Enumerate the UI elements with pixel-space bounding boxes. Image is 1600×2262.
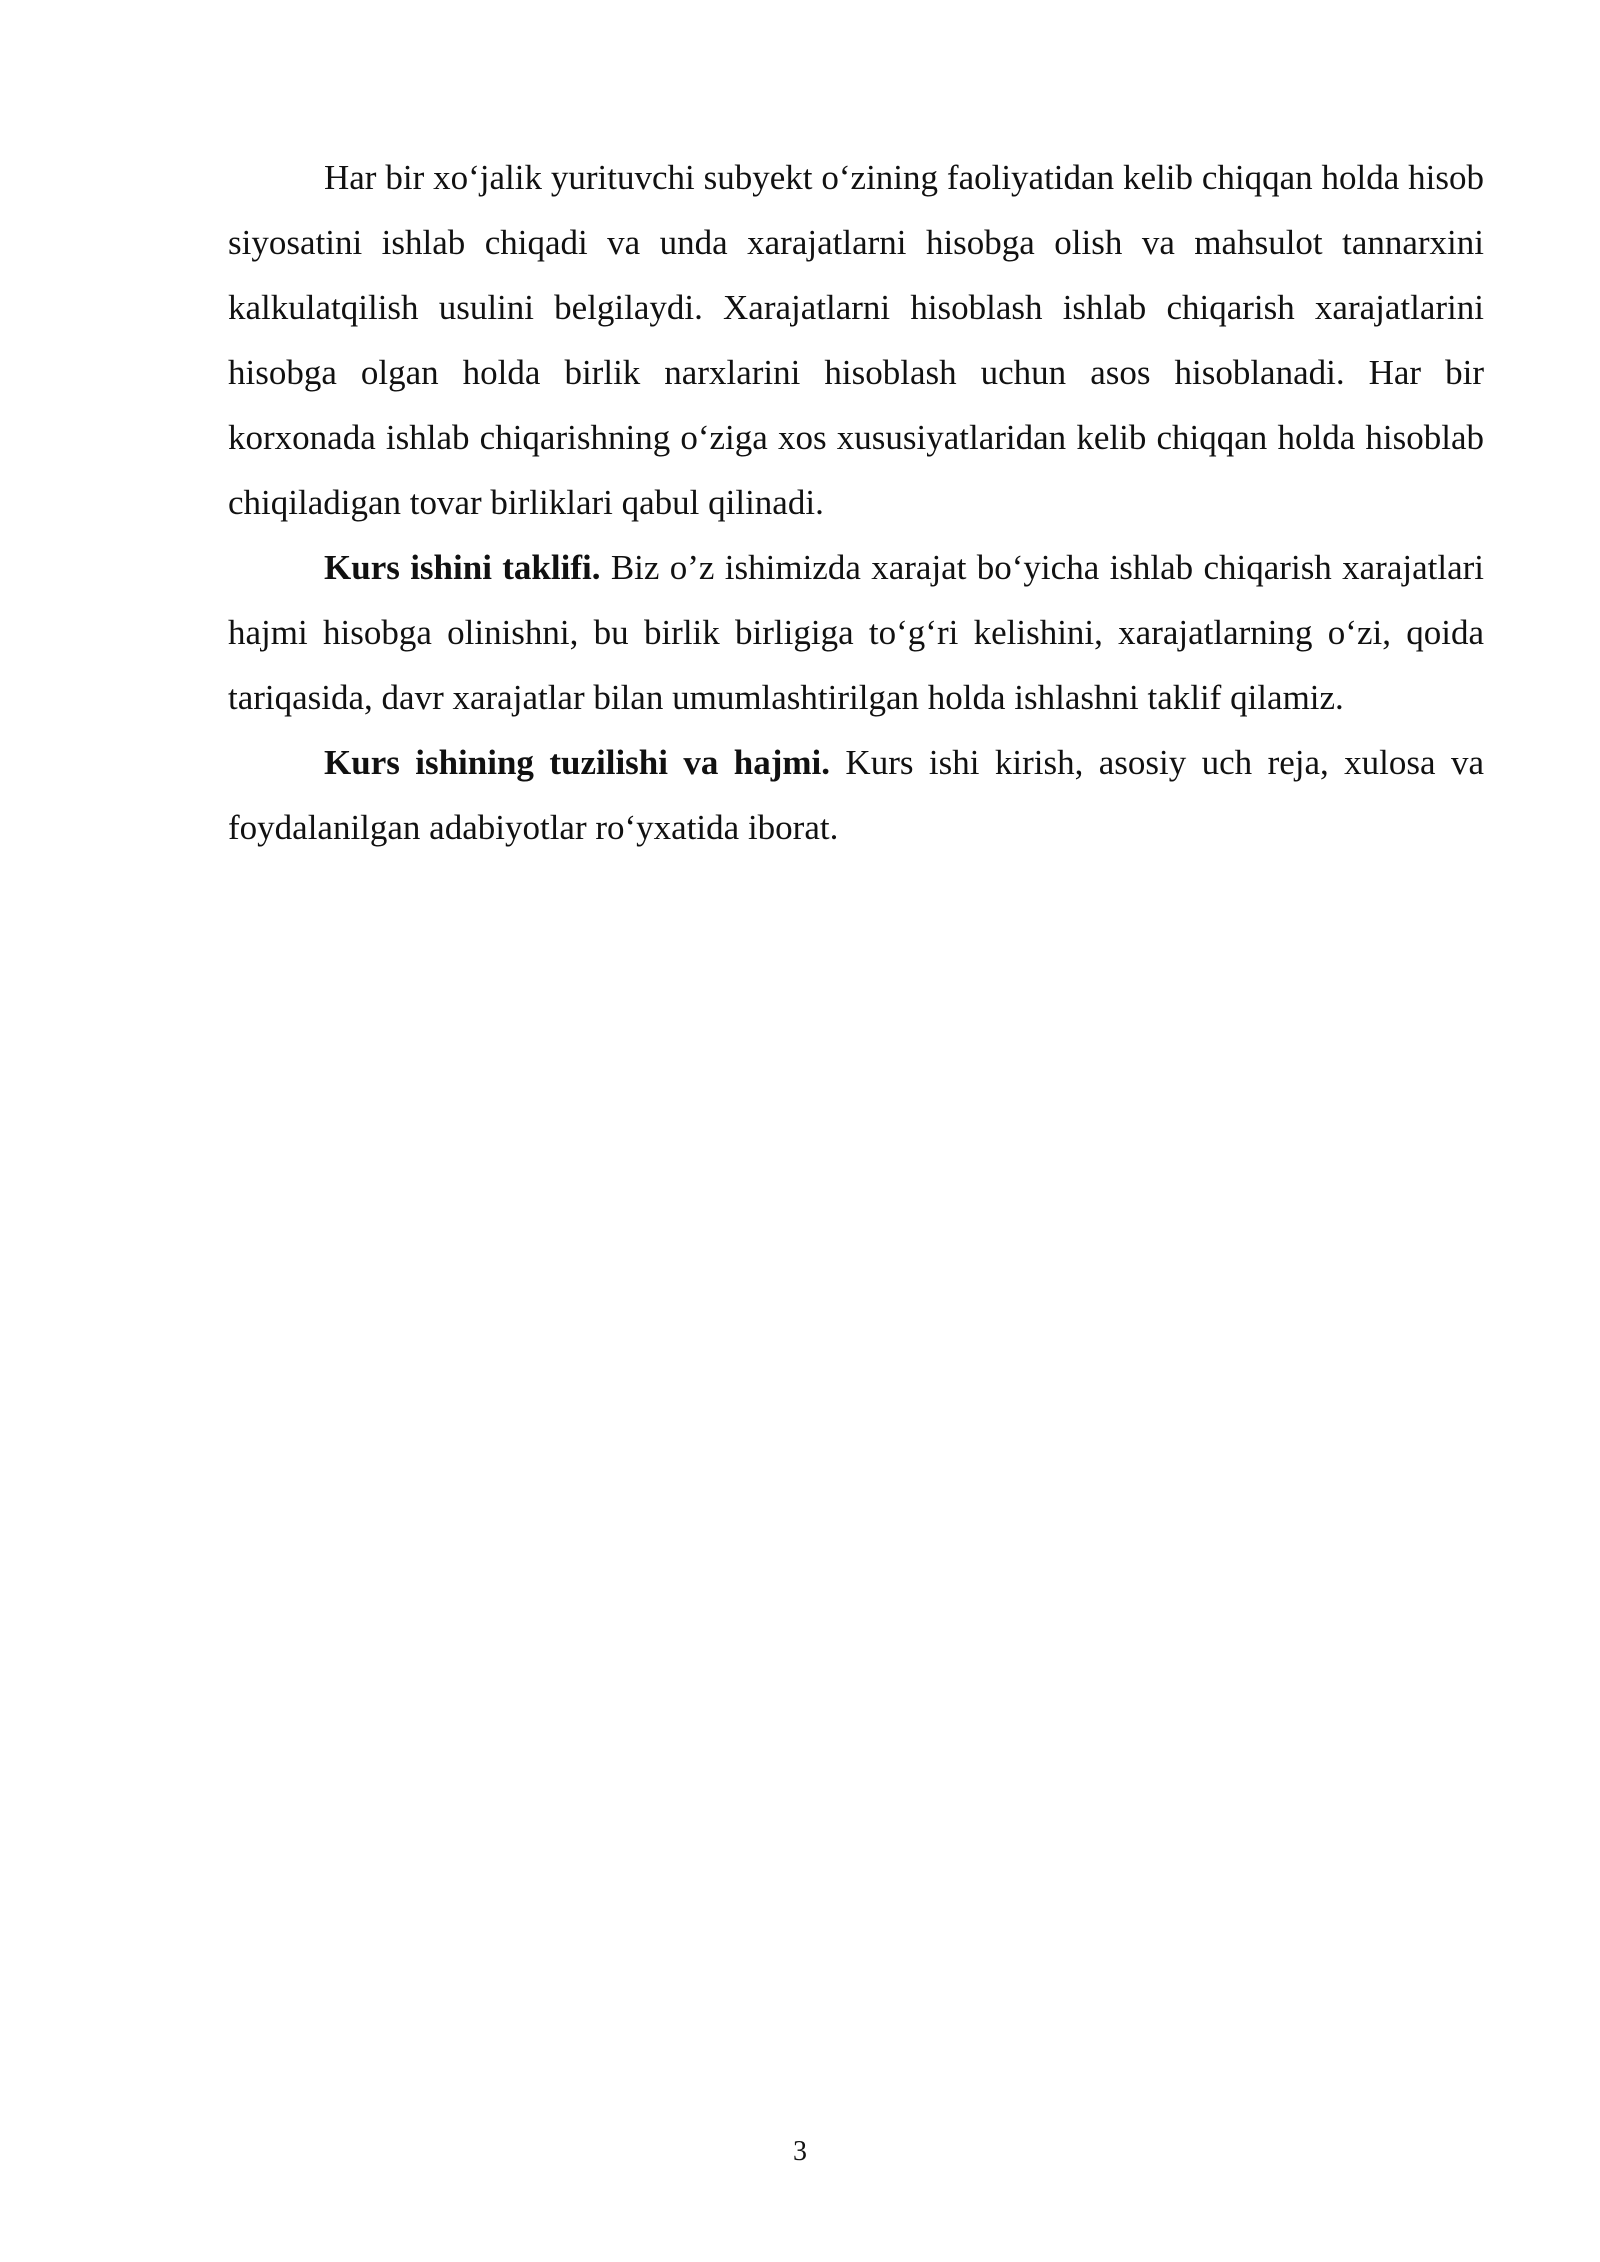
paragraph-intro-text: Har bir xo‘jalik yurituvchi subyekt o‘zining faoliyatidan kelib chiqqan holda hisob siyosatini ishlab chiqadi va unda xarajatlarni hisobga olish va mahsulot tannarxini kalkulatqilish usulini belgilaydi. Xarajatlarni hisoblash ishlab chiqarish xarajatlarini hisobga olgan holda birlik narxlarini hisoblash uchun asos hisoblanadi. Har bir korxonada ishlab chiqarishning o‘ziga xos xususiyatlaridan kelib chiqqan holda hisoblab chiqiladigan tovar birliklari qabul qilinadi. xyxy=(228,158,1484,522)
document-body xyxy=(228,145,1484,860)
paragraph-proposal-text: Biz o’z ishimizda xarajat bo‘yicha ishlab chiqarish xarajatlari hajmi hisobga olinishni, bu birlik birligiga to‘g‘ri kelishini, xarajatlarning o‘zi, qoida tariqasida, davr xarajatlar bilan umumlashtirilgan holda ishlashni taklif qilamiz. xyxy=(228,548,1484,717)
page-number: 3 xyxy=(793,2136,807,2167)
paragraph-proposal-heading: Kurs ishini taklifi. xyxy=(324,548,601,587)
paragraph-intro xyxy=(228,145,1484,535)
paragraph-structure-text: Kurs ishi kirish, asosiy uch reja, xulosa va foydalanilgan adabiyotlar ro‘yxatida iborat. xyxy=(228,743,1484,847)
paragraph-proposal xyxy=(228,535,1484,730)
paragraph-structure-heading: Kurs ishining tuzilishi va hajmi. xyxy=(324,743,831,782)
paragraph-structure xyxy=(228,730,1484,860)
